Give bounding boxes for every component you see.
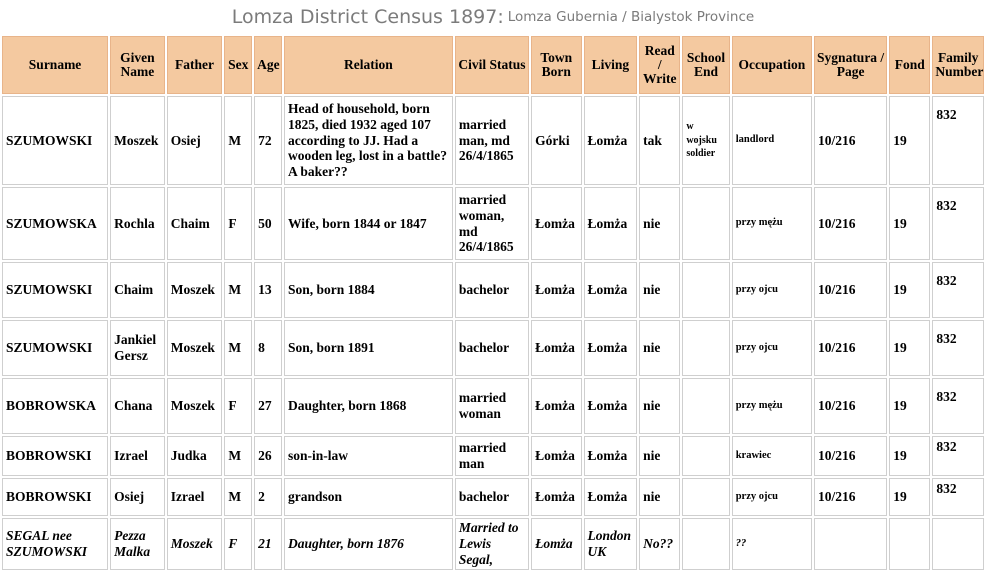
header-school-end: School End (682, 36, 729, 94)
cell-family-number: 832 (932, 436, 984, 476)
cell-father: Chaim (167, 187, 223, 260)
cell-sygnatura: 10/216 (814, 262, 887, 318)
cell-family-number: 832 (932, 187, 984, 260)
cell-age: 50 (254, 187, 282, 260)
header-given-name: Given Name (110, 36, 165, 94)
cell-sex: M (224, 96, 252, 185)
cell-sygnatura: 10/216 (814, 478, 887, 516)
cell-occupation: przy mężu (732, 187, 812, 260)
cell-surname: SZUMOWSKI (2, 262, 108, 318)
cell-father: Izrael (167, 478, 223, 516)
cell-given-name: Izrael (110, 436, 165, 476)
cell-father: Moszek (167, 320, 223, 376)
cell-civil-status: married woman (455, 378, 529, 434)
title-sub: Lomza Gubernia / Bialystok Province (507, 9, 755, 25)
cell-fond: 19 (889, 436, 930, 476)
cell-relation: son-in-law (284, 436, 453, 476)
cell-sex: M (224, 320, 252, 376)
cell-family-number: 832 (932, 378, 984, 434)
cell-sygnatura: 10/216 (814, 378, 887, 434)
cell-school-end (682, 518, 729, 570)
cell-school-end (682, 187, 729, 260)
cell-given-name: Chana (110, 378, 165, 434)
cell-age: 2 (254, 478, 282, 516)
cell-family-number: 832 (932, 320, 984, 376)
cell-occupation: krawiec (732, 436, 812, 476)
cell-sygnatura: 10/216 (814, 96, 887, 185)
header-age: Age (254, 36, 282, 94)
cell-living: Łomża (584, 320, 638, 376)
cell-civil-status: married woman, md 26/4/1865 (455, 187, 529, 260)
cell-living: Łomża (584, 436, 638, 476)
cell-surname: BOBROWSKI (2, 478, 108, 516)
cell-fond: 19 (889, 378, 930, 434)
cell-school-end (682, 436, 729, 476)
cell-occupation: przy mężu (732, 378, 812, 434)
cell-relation: Wife, born 1844 or 1847 (284, 187, 453, 260)
cell-sex: M (224, 478, 252, 516)
cell-town-born: Łomża (531, 436, 581, 476)
header-sex: Sex (224, 36, 252, 94)
cell-read-write: nie (639, 320, 680, 376)
cell-town-born: Łomża (531, 378, 581, 434)
table-row (2, 518, 984, 570)
cell-fond: 19 (889, 96, 930, 185)
cell-given-name: Rochla (110, 187, 165, 260)
cell-surname: SZUMOWSKA (2, 187, 108, 260)
cell-read-write: No?? (639, 518, 680, 570)
cell-civil-status: married man (455, 436, 529, 476)
header-surname: Surname (2, 36, 108, 94)
table-row (2, 320, 984, 376)
cell-age: 13 (254, 262, 282, 318)
cell-family-number (932, 518, 984, 570)
cell-relation: Daughter, born 1876 (284, 518, 453, 570)
header-row (2, 36, 984, 94)
page-title (0, 0, 986, 34)
cell-father: Moszek (167, 378, 223, 434)
header-family-number: Family Number (932, 36, 984, 94)
cell-family-number: 832 (932, 262, 984, 318)
census-table (0, 34, 986, 572)
cell-town-born: Łomża (531, 478, 581, 516)
header-father: Father (167, 36, 223, 94)
cell-given-name: Chaim (110, 262, 165, 318)
cell-school-end (682, 378, 729, 434)
cell-living: London UK (584, 518, 638, 570)
cell-surname: BOBROWSKI (2, 436, 108, 476)
cell-fond: 19 (889, 320, 930, 376)
cell-given-name: Osiej (110, 478, 165, 516)
cell-read-write: nie (639, 262, 680, 318)
cell-age: 26 (254, 436, 282, 476)
cell-family-number: 832 (932, 478, 984, 516)
cell-civil-status: bachelor (455, 478, 529, 516)
cell-civil-status: bachelor (455, 320, 529, 376)
cell-read-write: nie (639, 187, 680, 260)
cell-fond (889, 518, 930, 570)
cell-town-born: Łomża (531, 320, 581, 376)
cell-relation: Daughter, born 1868 (284, 378, 453, 434)
cell-living: Łomża (584, 378, 638, 434)
header-fond: Fond (889, 36, 930, 94)
cell-occupation: landlord (732, 96, 812, 185)
header-civil-status: Civil Status (455, 36, 529, 94)
cell-surname: SEGAL nee SZUMOWSKI (2, 518, 108, 570)
cell-father: Judka (167, 436, 223, 476)
cell-age: 21 (254, 518, 282, 570)
cell-occupation: ?? (732, 518, 812, 570)
cell-given-name: Moszek (110, 96, 165, 185)
cell-age: 27 (254, 378, 282, 434)
cell-fond: 19 (889, 262, 930, 318)
cell-given-name: Jankiel Gersz (110, 320, 165, 376)
cell-occupation: przy ojcu (732, 262, 812, 318)
cell-read-write: nie (639, 436, 680, 476)
cell-relation: Son, born 1891 (284, 320, 453, 376)
cell-sex: F (224, 378, 252, 434)
cell-sex: F (224, 187, 252, 260)
cell-living: Łomża (584, 96, 638, 185)
cell-civil-status: Married to Lewis Segal, (455, 518, 529, 570)
cell-town-born: Łomża (531, 262, 581, 318)
title-main: Lomza District Census 1897: (231, 6, 504, 28)
cell-relation: Head of household, born 1825, died 1932 aged 107 according to JJ. Had a wooden leg, lost in a battle? A baker?? (284, 96, 453, 185)
cell-sex: M (224, 262, 252, 318)
cell-surname: SZUMOWSKI (2, 320, 108, 376)
cell-occupation: przy ojcu (732, 320, 812, 376)
cell-sygnatura (814, 518, 887, 570)
table-row (2, 478, 984, 516)
cell-sygnatura: 10/216 (814, 187, 887, 260)
cell-fond: 19 (889, 187, 930, 260)
cell-occupation: przy ojcu (732, 478, 812, 516)
cell-town-born: Łomża (531, 187, 581, 260)
cell-town-born: Łomża (531, 518, 581, 570)
cell-relation: Son, born 1884 (284, 262, 453, 318)
cell-sex: M (224, 436, 252, 476)
cell-school-end: w wojsku soldier (682, 96, 729, 185)
header-relation: Relation (284, 36, 453, 94)
table-row (2, 378, 984, 434)
table-row (2, 436, 984, 476)
table-row (2, 187, 984, 260)
cell-father: Moszek (167, 262, 223, 318)
cell-given-name: Pezza Malka (110, 518, 165, 570)
cell-school-end (682, 320, 729, 376)
cell-family-number: 832 (932, 96, 984, 185)
cell-father: Moszek (167, 518, 223, 570)
header-town-born: Town Born (531, 36, 581, 94)
table-row (2, 96, 984, 185)
cell-surname: BOBROWSKA (2, 378, 108, 434)
cell-living: Łomża (584, 262, 638, 318)
cell-civil-status: bachelor (455, 262, 529, 318)
cell-read-write: nie (639, 378, 680, 434)
header-read-write: Read / Write (639, 36, 680, 94)
cell-surname: SZUMOWSKI (2, 96, 108, 185)
cell-school-end (682, 478, 729, 516)
header-sygnatura-page: Sygnatura / Page (814, 36, 887, 94)
cell-age: 8 (254, 320, 282, 376)
cell-age: 72 (254, 96, 282, 185)
cell-town-born: Górki (531, 96, 581, 185)
cell-school-end (682, 262, 729, 318)
cell-living: Łomża (584, 478, 638, 516)
cell-father: Osiej (167, 96, 223, 185)
cell-sygnatura: 10/216 (814, 436, 887, 476)
cell-relation: grandson (284, 478, 453, 516)
table-row (2, 262, 984, 318)
header-occupation: Occupation (732, 36, 812, 94)
cell-fond: 19 (889, 478, 930, 516)
cell-read-write: tak (639, 96, 680, 185)
cell-civil-status: married man, md 26/4/1865 (455, 96, 529, 185)
cell-read-write: nie (639, 478, 680, 516)
header-living: Living (584, 36, 638, 94)
cell-living: Łomża (584, 187, 638, 260)
cell-sygnatura: 10/216 (814, 320, 887, 376)
cell-sex: F (224, 518, 252, 570)
